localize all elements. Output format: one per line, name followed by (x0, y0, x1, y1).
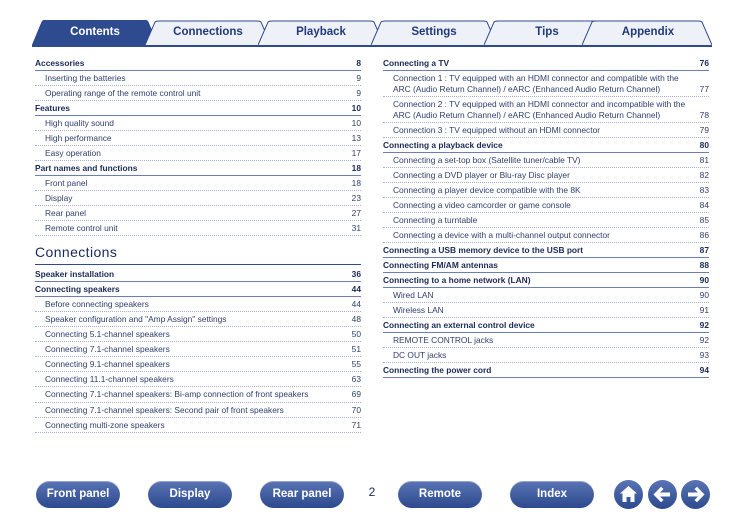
toc-entry-row[interactable] (35, 418, 361, 433)
toc-entry-row[interactable] (35, 327, 361, 342)
toc-heading-row[interactable] (383, 243, 709, 258)
toc-entry-title: Connecting a DVD player or Blu-ray Disc player (393, 170, 570, 180)
toc-entry-page: 44 (351, 284, 361, 294)
toc-entry-page: 84 (699, 200, 709, 210)
toc-connections-continued (383, 56, 709, 378)
toc-entry-title: Connecting a turntable (393, 215, 478, 225)
tab-playback-label: Playback (296, 26, 346, 38)
toc-entry-title: Connection 3 : TV equipped without an HDMI connector (393, 125, 601, 135)
toc-heading-row[interactable] (383, 273, 709, 288)
toc-entry-row[interactable] (383, 348, 709, 363)
toc-entry-row[interactable] (35, 342, 361, 357)
toc-heading-row[interactable] (383, 318, 709, 333)
toc-entry-title: REMOTE CONTROL jacks (393, 335, 494, 345)
toc-entry-row[interactable] (35, 297, 361, 312)
toc-entry-title: Before connecting speakers (45, 299, 149, 309)
toc-entry-page: 88 (699, 260, 709, 270)
toc-entry-row[interactable] (35, 116, 361, 131)
toc-entry-title: Inserting the batteries (45, 73, 126, 83)
toc-entry-page: 80 (699, 140, 709, 150)
toc-entry-row[interactable] (35, 357, 361, 372)
toc-entry-title: Connecting FM/AM antennas (383, 260, 498, 270)
toc-entry-title: High quality sound (45, 118, 114, 128)
toc-entry-page: 71 (351, 419, 361, 430)
toc-entry-page: 69 (351, 389, 361, 399)
toc-entry-page: 77 (699, 83, 709, 94)
toc-entry-row[interactable] (383, 71, 709, 97)
toc-entry-row[interactable] (383, 333, 709, 348)
rear-panel-button[interactable]: Rear panel (260, 481, 344, 508)
toc-entry-title: Speaker installation (35, 269, 115, 279)
forward-button[interactable] (681, 480, 710, 509)
toc-entry-page: 70 (351, 404, 361, 415)
tab-connections-label: Connections (173, 26, 243, 38)
toc-entry-row[interactable] (383, 213, 709, 228)
toc-heading-row[interactable] (35, 56, 361, 71)
toc-right-column (383, 56, 709, 378)
toc-entry-title: Connecting a set-top box (Satellite tuner/cable TV) (393, 155, 581, 165)
toc-entry-title: Connection 1 : TV equipped with an HDMI connector and compatible with the ARC (Audio Return Channel) / eARC (Enhanced Audio Return Channel) (393, 73, 679, 94)
home-icon (614, 480, 643, 509)
toc-entry-row[interactable] (383, 303, 709, 318)
toc-entry-row[interactable] (35, 403, 361, 418)
toc-entry-title: Front panel (45, 178, 88, 188)
toc-entry-page: 76 (699, 58, 709, 68)
toc-entry-page: 13 (351, 133, 361, 143)
display-button[interactable]: Display (148, 481, 232, 508)
toc-entry-row[interactable] (35, 312, 361, 327)
toc-entry-page: 9 (356, 73, 361, 83)
toc-heading-row[interactable] (383, 363, 709, 378)
toc-entry-page: 48 (351, 314, 361, 324)
toc-entry-page: 55 (351, 359, 361, 369)
toc-entry-row[interactable] (35, 86, 361, 101)
toc-entry-title: Connecting a playback device (383, 140, 503, 150)
toc-heading-row[interactable] (35, 101, 361, 116)
toc-entry-row[interactable] (383, 288, 709, 303)
toc-entry-row[interactable] (35, 131, 361, 146)
toc-entry-title: Features (35, 103, 70, 113)
toc-entry-page: 92 (699, 320, 709, 330)
toc-entry-page: 10 (351, 118, 361, 128)
toc-entry-page: 9 (356, 88, 361, 98)
toc-entry-page: 10 (351, 103, 361, 113)
toc-entry-title: Connecting speakers (35, 284, 120, 294)
toc-entry-title: Connecting 5.1-channel speakers (45, 329, 170, 339)
toc-entry-page: 31 (351, 223, 361, 233)
toc-entry-title: Connecting a USB memory device to the USB port (383, 245, 584, 255)
toc-entry-row[interactable] (35, 146, 361, 161)
tab-appendix-label: Appendix (621, 26, 675, 38)
remote-button[interactable]: Remote (398, 481, 482, 508)
toc-contents-section (35, 56, 361, 236)
toc-entry-title: Connecting 7.1-channel speakers: Bi-amp connection of front speakers (45, 389, 309, 399)
toc-connections-section (35, 267, 361, 433)
toc-entry-title: Connecting 7.1-channel speakers (45, 344, 170, 354)
toc-entry-row[interactable] (383, 183, 709, 198)
toc-heading-row[interactable] (35, 267, 361, 282)
arrow-left-icon (648, 480, 677, 509)
toc-entry-title: High performance (45, 133, 112, 143)
toc-entry-page: 18 (351, 178, 361, 188)
index-button[interactable]: Index (510, 481, 594, 508)
toc-heading-row[interactable] (383, 138, 709, 153)
toc-entry-row[interactable] (35, 176, 361, 191)
toc-entry-title: Display (45, 193, 73, 203)
toc-entry-row[interactable] (383, 97, 709, 123)
front-panel-button[interactable]: Front panel (36, 481, 120, 508)
toc-entry-title: Rear panel (45, 208, 86, 218)
toc-entry-title: DC OUT jacks (393, 350, 447, 360)
toc-entry-title: Connecting a device with a multi-channel output connector (393, 230, 610, 240)
toc-entry-page: 23 (351, 193, 361, 203)
back-button[interactable] (648, 480, 677, 509)
tab-settings-label: Settings (411, 26, 457, 38)
home-button[interactable] (614, 480, 643, 509)
toc-entry-page: 86 (699, 230, 709, 240)
toc-entry-page: 27 (351, 208, 361, 218)
toc-heading-row[interactable] (35, 161, 361, 176)
toc-entry-title: Connecting a TV (383, 58, 450, 68)
toc-entry-page: 63 (351, 374, 361, 384)
toc-entry-page: 87 (699, 245, 709, 255)
toc-entry-row[interactable] (35, 221, 361, 236)
toc-entry-page: 90 (699, 290, 709, 300)
toc-entry-page: 91 (699, 305, 709, 315)
toc-entry-row[interactable] (35, 71, 361, 86)
tab-bar (32, 20, 712, 46)
toc-entry-title: Wireless LAN (393, 305, 444, 315)
toc-entry-row[interactable] (383, 198, 709, 213)
toc-entry-title: Accessories (35, 58, 85, 68)
toc-heading-row[interactable] (35, 282, 361, 297)
toc-entry-page: 18 (351, 163, 361, 173)
toc-entry-page: 78 (699, 109, 709, 120)
tab-tips-label: Tips (535, 26, 559, 38)
toc-entry-title: Connection 2 : TV equipped with an HDMI connector and incompatible with the ARC (Audio Return Channel) / eARC (Enhanced Audio Return Channel) (393, 99, 686, 120)
toc-entry-page: 81 (699, 155, 709, 165)
toc-entry-page: 8 (356, 58, 361, 68)
toc-entry-page: 44 (351, 299, 361, 309)
toc-entry-row[interactable] (383, 168, 709, 183)
toc-entry-page: 85 (699, 215, 709, 225)
toc-entry-title: Operating range of the remote control unit (45, 88, 201, 98)
toc-entry-title: Part names and functions (35, 163, 138, 173)
toc-entry-page: 93 (699, 350, 709, 360)
toc-entry-row[interactable] (383, 228, 709, 243)
toc-entry-title: Remote control unit (45, 223, 118, 233)
toc-entry-title: Connecting 7.1-channel speakers: Second pair of front speakers (45, 404, 284, 415)
toc-left-column (35, 56, 361, 433)
toc-entry-page: 82 (699, 170, 709, 180)
toc-entry-title: Easy operation (45, 148, 101, 158)
toc-entry-row[interactable] (383, 153, 709, 168)
arrow-right-icon (681, 480, 710, 509)
page-number: 2 (368, 485, 376, 499)
toc-entry-title: Wired LAN (393, 290, 434, 300)
toc-entry-title: Connecting a player device compatible with the 8K (393, 185, 581, 195)
toc-entry-title: Connecting an external control device (383, 320, 535, 330)
toc-entry-page: 83 (699, 185, 709, 195)
toc-entry-title: Connecting multi-zone speakers (45, 419, 165, 430)
toc-entry-title: Connecting 11.1-channel speakers (45, 374, 174, 384)
toc-entry-title: Connecting to a home network (LAN) (383, 275, 531, 285)
toc-entry-title: Connecting 9.1-channel speakers (45, 359, 170, 369)
toc-entry-row[interactable] (35, 387, 361, 403)
toc-entry-page: 92 (699, 335, 709, 345)
tab-contents-label: Contents (70, 26, 120, 38)
toc-entry-page: 51 (351, 344, 361, 354)
connections-heading: Connections (35, 236, 361, 265)
toc-entry-page: 36 (351, 269, 361, 279)
toc-entry-page: 79 (699, 125, 709, 135)
toc-entry-title: Connecting the power cord (383, 365, 492, 375)
toc-entry-page: 94 (699, 365, 709, 375)
toc-entry-title: Speaker configuration and "Amp Assign" settings (45, 314, 227, 324)
toc-entry-page: 50 (351, 329, 361, 339)
toc-entry-row[interactable] (383, 123, 709, 138)
toc-entry-page: 90 (699, 275, 709, 285)
toc-heading-row[interactable] (383, 258, 709, 273)
toc-entry-row[interactable] (35, 206, 361, 221)
toc-heading-row[interactable] (383, 56, 709, 71)
toc-entry-row[interactable] (35, 191, 361, 206)
toc-entry-row[interactable] (35, 372, 361, 387)
tab-appendix[interactable] (582, 20, 712, 46)
toc-entry-page: 17 (351, 148, 361, 158)
toc-entry-title: Connecting a video camcorder or game console (393, 200, 571, 210)
